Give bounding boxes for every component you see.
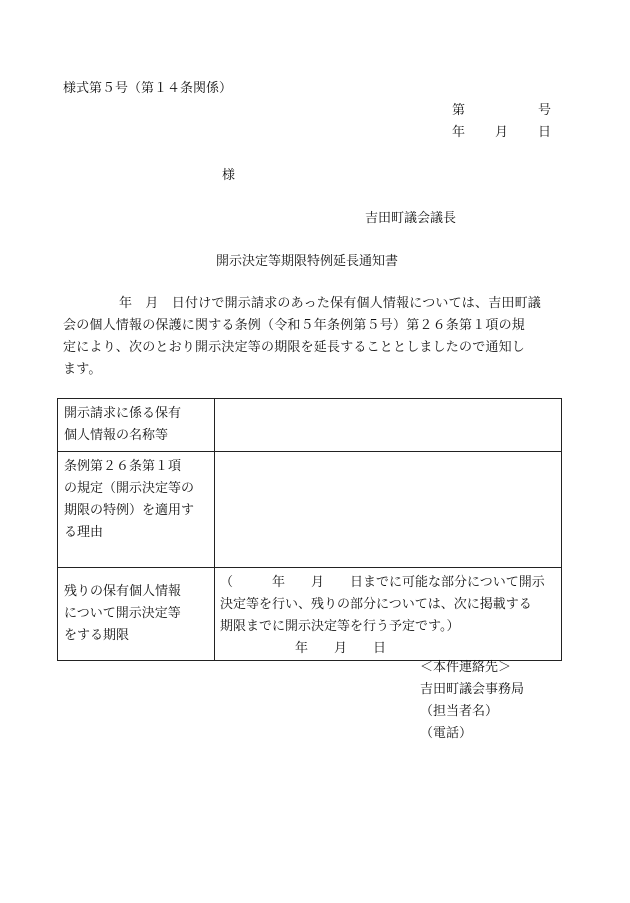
- doc-date-month: 月: [495, 125, 509, 140]
- addressee-suffix: 様: [222, 168, 236, 183]
- contact-phone: （電話）: [420, 726, 473, 741]
- form-number: 様式第５号（第１４条関係）: [63, 81, 233, 96]
- row3-value-line-3: 期限までに開示決定等を行う予定です。）: [220, 619, 460, 634]
- row3-value-line-1: （ 年 月 日までに可能な部分について開示: [220, 575, 545, 590]
- contact-office: 吉田町議会事務局: [420, 682, 525, 697]
- row3-value-line-2: 決定等を行い、残りの部分については、次に掲載する: [220, 597, 532, 612]
- body-line-2: 会の個人情報の保護に関する条例（令和５年条例第５号）第２６条第１項の規: [63, 318, 526, 333]
- row3-value[interactable]: [215, 568, 562, 661]
- row3-label: 残りの保有個人情報 について開示決定等 をする期限: [58, 568, 215, 661]
- table-row: [58, 399, 562, 452]
- body-line-3: 定により、次のとおり開示決定等の期限を延長することとしましたので通知し: [63, 340, 526, 355]
- row1-label: 開示請求に係る保有 個人情報の名称等: [58, 399, 215, 452]
- doc-number-suffix: 号: [538, 103, 552, 118]
- doc-date-day: 日: [538, 125, 552, 140]
- row2-label: 条例第２６条第１項 の規定（開示決定等の 期限の特例）を適用す る理由: [58, 452, 215, 568]
- row1-value[interactable]: [215, 399, 562, 452]
- notice-table: [57, 398, 562, 661]
- doc-date-year: 年: [452, 125, 466, 140]
- row3-date-line: 年 月 日: [295, 641, 387, 656]
- table-row: [58, 452, 562, 568]
- body-paragraph: [63, 293, 563, 381]
- contact-heading: ＜本件連絡先＞: [420, 660, 512, 675]
- doc-number-prefix: 第: [452, 103, 466, 118]
- body-line-4: ます。: [63, 362, 102, 377]
- document-title: 開示決定等期限特例延長通知書: [216, 254, 399, 269]
- row2-value[interactable]: [215, 452, 562, 568]
- contact-person: （担当者名）: [420, 704, 499, 719]
- table-row: [58, 568, 562, 661]
- body-line-1: 年 月 日付けで開示請求のあった保有個人情報については、吉田町議: [119, 296, 542, 311]
- sender-name: 吉田町議会議長: [365, 211, 457, 226]
